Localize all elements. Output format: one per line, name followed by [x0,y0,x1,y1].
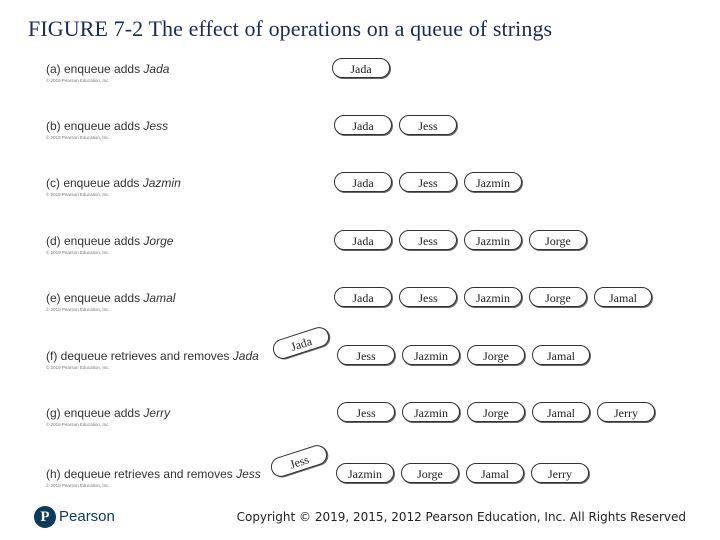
queue-item: Jada [334,287,392,307]
queue-item: Jazmin [464,172,522,192]
step-item-name: Jazmin [142,176,181,190]
step-label [46,234,173,248]
copyright-notice: Copyright © 2019, 2015, 2012 Pearson Education, Inc. All Rights Reserved [236,510,686,524]
queue-item: Jorge [529,287,587,307]
step-label [46,467,261,481]
queue-item: Jada [332,58,390,78]
queue-item: Jada [334,172,392,192]
queue-step [0,170,720,210]
step-credit: © 2019 Pearson Education, Inc. [46,307,110,312]
pearson-logo-text: Pearson [59,508,115,525]
step-operation: (a) enqueue adds [46,62,144,76]
queue-item: Jazmin [336,463,394,483]
step-operation: (g) enqueue adds [46,406,144,420]
queue-item: Jess [399,172,457,192]
step-credit: © 2019 Pearson Education, Inc. [46,422,110,427]
dequeued-item: Jada [270,325,331,362]
step-item-name: Jada [143,62,170,76]
queue-item: Jamal [532,345,590,365]
queue-step [0,285,720,325]
queue-item: Jorge [467,345,525,365]
step-credit: © 2019 Pearson Education, Inc. [46,483,110,488]
step-operation: (e) enqueue adds [46,291,144,305]
dequeued-item: Jess [268,443,329,480]
queue-item: Jess [399,287,457,307]
queue-item: Jazmin [402,345,460,365]
queue-step [0,113,720,153]
step-item-name: Jess [143,119,169,133]
queue-item: Jess [337,345,395,365]
queue-item: Jazmin [464,287,522,307]
step-credit: © 2019 Pearson Education, Inc. [46,192,110,197]
queue-item: Jorge [401,463,459,483]
step-credit: © 2019 Pearson Education, Inc. [46,365,110,370]
queue-item: Jorge [467,402,525,422]
queue-item: Jada [334,230,392,250]
queue-item: Jess [399,230,457,250]
queue-item: Jamal [466,463,524,483]
pearson-logo-icon: P [34,506,56,528]
figure-title: FIGURE 7-2 The effect of operations on a queue of strings [28,16,553,41]
queue-item: Jamal [594,287,652,307]
queue-item: Jerry [597,402,655,422]
step-operation: (d) enqueue adds [46,234,144,248]
queue-step [0,334,720,383]
step-item-name: Jamal [143,291,176,305]
step-label [46,62,169,76]
queue-item: Jerry [531,463,589,483]
step-label [46,119,168,133]
step-label [46,406,170,420]
queue-item: Jess [399,115,457,135]
step-credit: © 2019 Pearson Education, Inc. [46,78,110,83]
queue-item: Jess [337,402,395,422]
step-item-name: Jess [236,467,261,481]
step-label [46,349,259,363]
step-item-name: Jada [232,349,259,363]
step-label [46,176,181,190]
queue-item: Jazmin [464,230,522,250]
queue-item: Jorge [529,230,587,250]
step-item-name: Jorge [143,234,174,248]
step-operation: (c) enqueue adds [46,176,143,190]
step-label [46,291,175,305]
queue-item: Jada [334,115,392,135]
step-operation: (h) dequeue retrieves and removes [46,467,237,481]
queue-item: Jazmin [402,402,460,422]
step-operation: (b) enqueue adds [46,119,144,133]
step-item-name: Jerry [143,406,171,420]
step-credit: © 2019 Pearson Education, Inc. [46,135,110,140]
queue-step [0,452,720,501]
pearson-logo [34,506,124,530]
queue-item: Jamal [532,402,590,422]
queue-step [0,56,720,96]
step-credit: © 2019 Pearson Education, Inc. [46,250,110,255]
queue-step [0,400,720,440]
queue-step [0,228,720,268]
step-operation: (f) dequeue retrieves and removes [46,349,233,363]
